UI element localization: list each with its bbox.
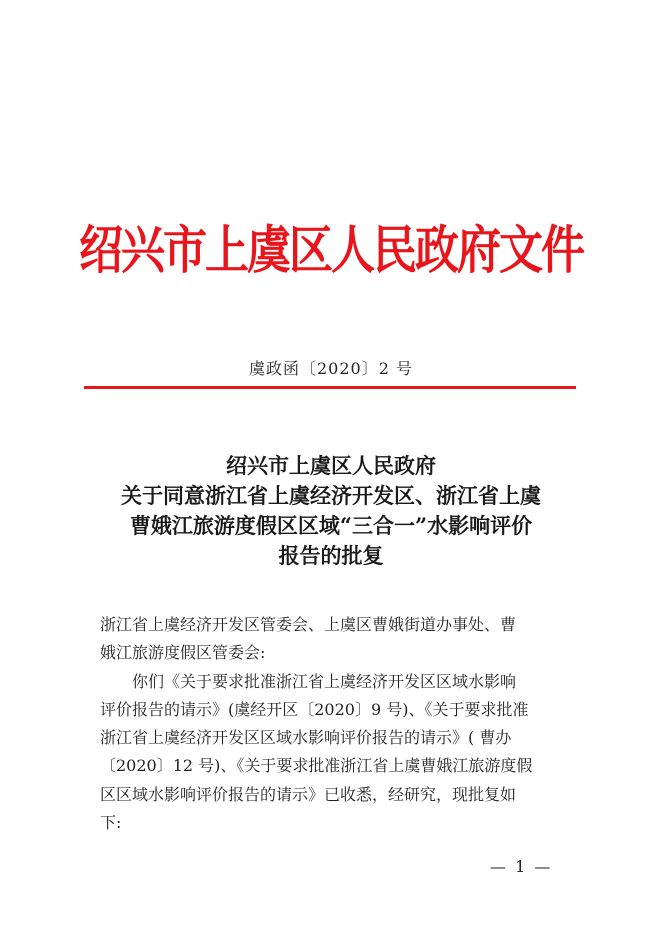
paragraph-line: 区区域水影响评价报告的请示》已收悉，经研究，现批复如 xyxy=(100,784,517,804)
document-subject xyxy=(0,451,662,571)
subject-line: 曹娥江旅游度假区区域“三合一”水影响评价 xyxy=(129,513,533,538)
addressee-line: 娥江旅游度假区管委会: xyxy=(100,643,266,663)
paragraph-line: 浙江省上虞经济开发区区域水影响评价报告的请示》( 曹办 xyxy=(100,728,512,748)
document-header-title: 绍兴市上虞区人民政府文件 xyxy=(79,220,583,282)
document-body xyxy=(100,611,570,837)
paragraph-line: 下: xyxy=(100,813,122,833)
paragraph-line: 你们《关于要求批准浙江省上虞经济开发区区域水影响 xyxy=(132,671,517,691)
document-number: 虞政函〔2020〕2 号 xyxy=(249,359,413,378)
paragraph-line: 评价报告的请示》(虞经开区〔2020〕9 号)、《关于要求批准 xyxy=(100,699,529,719)
subject-line: 关于同意浙江省上虞经济开发区、浙江省上虞 xyxy=(121,483,541,508)
subject-line: 绍兴市上虞区人民政府 xyxy=(226,453,436,478)
page-number: — 1 — xyxy=(490,857,553,876)
subject-line: 报告的批复 xyxy=(278,543,384,568)
addressee-line: 浙江省上虞经济开发区管委会、上虞区曹娥街道办事处、曹 xyxy=(100,615,517,634)
paragraph-line: 〔2020〕12 号)、《关于要求批准浙江省上虞曹娥江旅游度假 xyxy=(100,756,533,776)
red-divider-line xyxy=(84,386,576,389)
